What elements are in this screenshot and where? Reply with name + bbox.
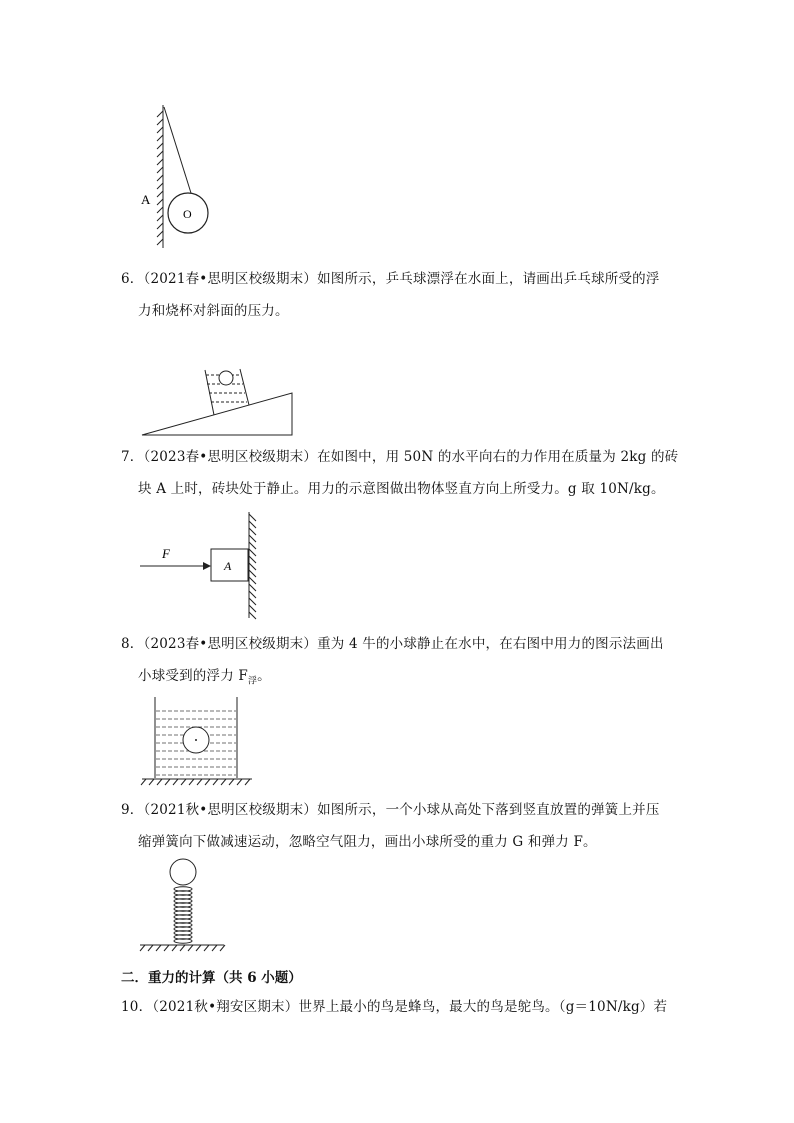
question-text-line2: 小球受到的浮力 $F_浮$。 [138,668,271,687]
question-number: 8． [121,636,144,652]
label-f: F [162,546,170,561]
question-8 [121,636,681,690]
question-10 [121,999,681,1015]
ping-pong-ball [219,371,233,385]
spring [174,887,192,943]
question-text: 在如图中，用 50N 的水平向右的力作用在质量为 2kg 的砖 [317,449,679,465]
question-source: （2023春•思明区校级期末） [143,449,318,465]
question-7 [121,449,681,497]
question-text: 世界上最小的鸟是蜂鸟，最大的鸟是鸵鸟。（g＝10N/kg）若 [298,999,668,1015]
pendulum-figure [135,105,225,255]
arrow-head [203,562,211,570]
subscript-buoyancy: 浮 [247,676,258,687]
brick-wall-figure [138,510,268,622]
question-text: 如图所示，乒乓球漂浮在水面上，请画出乒乓球所受的浮 [317,271,660,287]
pendulum-string [164,107,191,193]
water-tank-figure [140,695,260,787]
spring-figure [138,856,228,954]
question-source: （2021秋•思明区校级期末） [143,802,318,818]
ground [141,779,252,785]
wall-hatching [249,512,256,619]
question-source: （2021春•思明区校级期末） [143,271,318,287]
label-a: A [224,559,232,573]
question-number: 6． [121,271,144,287]
question-text: 重为 4 牛的小球静止在水中，在右图中用力的图示法画出 [317,636,664,652]
wall-hatching [157,105,163,248]
ball-on-spring [170,859,196,885]
question-text-line2: 力和烧杯对斜面的压力。 [138,303,289,319]
question-number: 7． [121,449,144,465]
slope [142,393,292,435]
question-9 [121,802,681,850]
beaker-on-slope-figure [140,365,300,440]
section-heading: 二．重力的计算（共 6 小题） [121,970,302,986]
label-a: A [141,192,151,207]
question-source: （2021秋•翔安区期末） [152,999,299,1015]
question-number: 10． [121,999,153,1015]
question-text-line2: 块 A 上时，砖块处于静止。用力的示意图做出物体竖直方向上所受力。g 取 10N/kg。 [138,481,665,497]
question-text-line2: 缩弹簧向下做减速运动，忽略空气阻力，画出小球所受的重力 G 和弹力 F。 [138,834,597,850]
question-text: 如图所示，一个小球从高处下落到竖直放置的弹簧上并压 [317,802,660,818]
ball-center [195,739,197,741]
ground [140,945,225,951]
question-source: （2023春•思明区校级期末） [143,636,318,652]
question-6 [121,271,681,319]
question-number: 9． [121,802,144,818]
label-o: O [183,207,192,221]
